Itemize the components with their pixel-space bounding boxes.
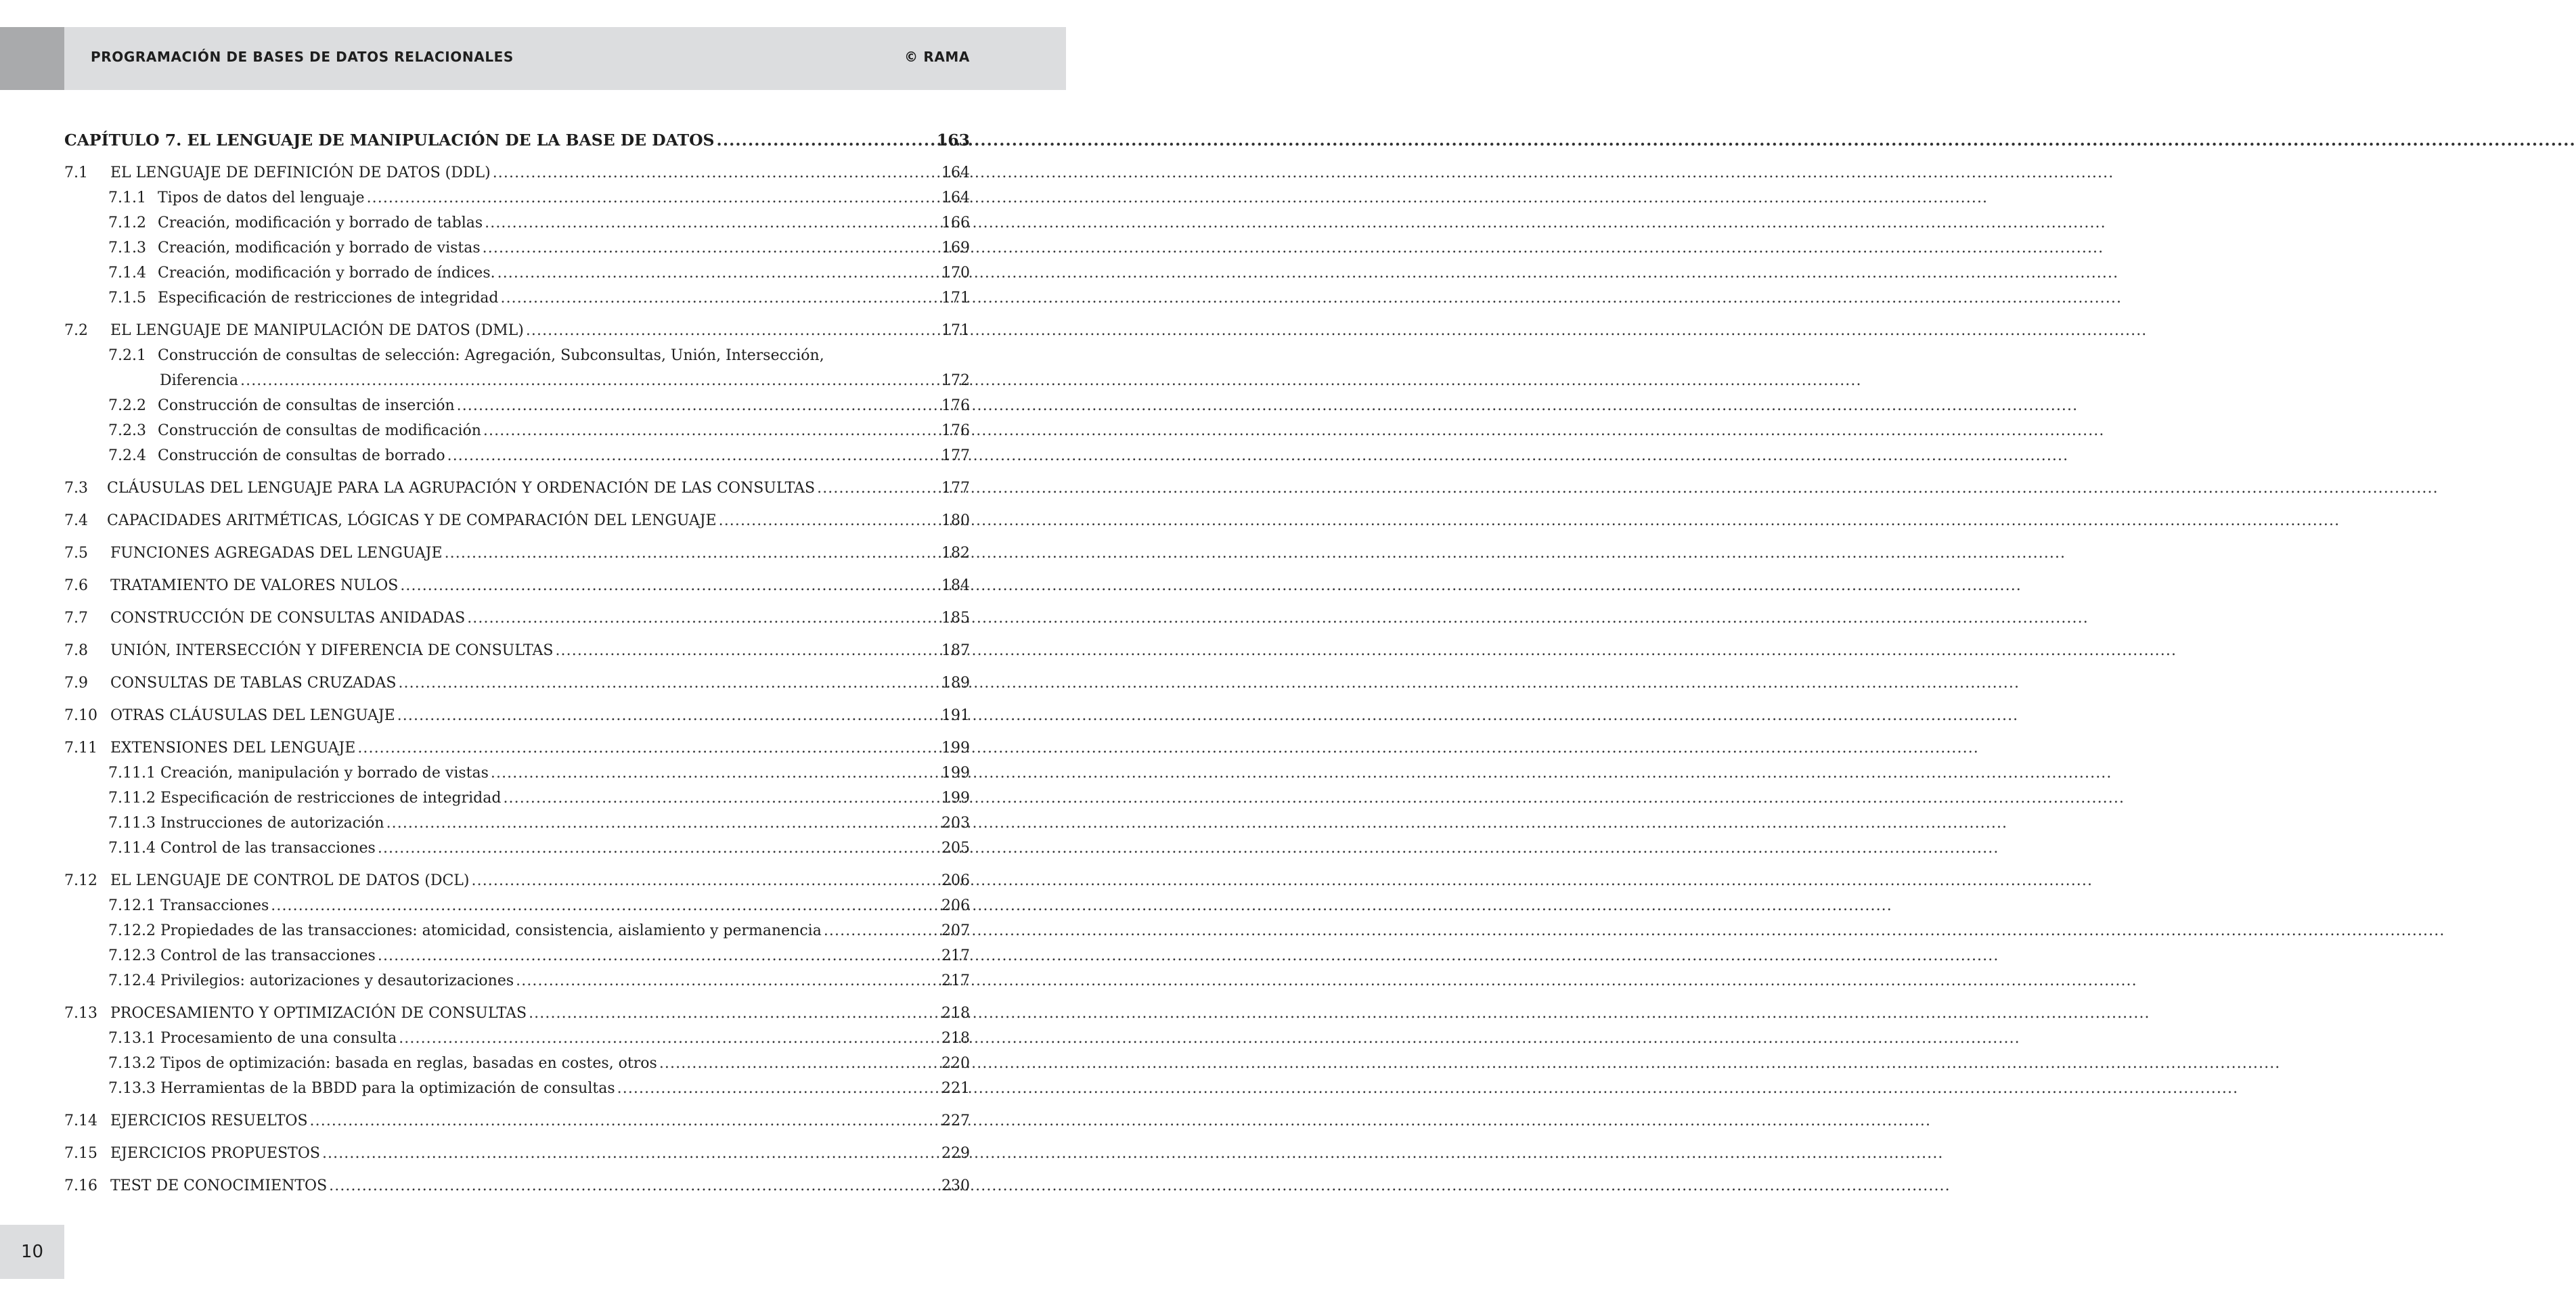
- dot-leader: [526, 318, 939, 343]
- toc-entry-label: EJERCICIOS RESUELTOS: [110, 1112, 308, 1129]
- toc-entry[interactable]: [64, 606, 970, 631]
- toc-entry-number: 7.15: [64, 1145, 97, 1162]
- toc-entry-number: 7.2.1: [108, 347, 146, 364]
- header-tab: [0, 27, 64, 90]
- toc-entry[interactable]: [64, 671, 970, 696]
- toc-entry-page: 176: [941, 397, 970, 414]
- toc-entry-label: Procesamiento de una consulta: [160, 1030, 397, 1047]
- toc-entry-label-continuation: Diferencia: [160, 372, 239, 389]
- dot-leader: [467, 606, 939, 631]
- toc-entry-page: 218: [941, 1030, 970, 1047]
- toc-entry-page: 217: [941, 947, 970, 964]
- dot-leader: [445, 541, 939, 566]
- toc-entry-page: 189: [941, 675, 970, 692]
- toc-entry-number: 7.1.2: [108, 215, 146, 231]
- toc-subentry[interactable]: [64, 761, 970, 786]
- toc-entry-page: 206: [941, 872, 970, 889]
- toc-entry-label: Creación, modificación y borrado de tablas: [158, 215, 483, 231]
- toc-subentry[interactable]: [64, 1026, 970, 1051]
- dot-leader: [386, 811, 939, 836]
- dot-leader: [717, 127, 935, 153]
- toc-entry-label: Construcción de consultas de selección: Agregación, Subconsultas, Unión, Intersección,: [158, 347, 824, 364]
- toc-entry-number: 7.16: [64, 1177, 97, 1194]
- dot-leader: [398, 671, 939, 696]
- toc-entry-label: Propiedades de las transacciones: atomicidad, consistencia, aislamiento y permanencia: [160, 922, 822, 939]
- toc-entry-label: Creación, modificación y borrado de índices.: [158, 265, 495, 282]
- toc-chapter-page: 163: [936, 131, 970, 150]
- toc-entry-label: UNIÓN, INTERSECCIÓN Y DIFERENCIA DE CONSULTAS: [110, 642, 554, 659]
- dot-leader: [400, 573, 939, 598]
- toc-entry-label: Especificación de restricciones de integridad: [160, 790, 502, 807]
- toc-entry-page: 170: [941, 265, 970, 282]
- toc-entry-number: 7.4: [64, 512, 88, 529]
- dot-leader: [378, 943, 939, 968]
- toc-entry-number: 7.13.3: [108, 1080, 156, 1097]
- toc-subentry[interactable]: [64, 943, 970, 968]
- dot-leader: [824, 918, 939, 943]
- toc-subentry[interactable]: [64, 918, 970, 943]
- toc-subentry[interactable]: [64, 1076, 970, 1101]
- toc-subentry[interactable]: [64, 1051, 970, 1076]
- toc-entry[interactable]: [64, 318, 970, 343]
- toc-entry[interactable]: [64, 638, 970, 663]
- toc-entry-number: 7.1.4: [108, 265, 146, 282]
- toc-entry-page: 164: [941, 189, 970, 206]
- toc-entry-number: 7.13.2: [108, 1055, 156, 1072]
- toc-entry-number: 7.13.1: [108, 1030, 156, 1047]
- toc-entry-page: 203: [941, 815, 970, 832]
- toc-subentry[interactable]: [64, 185, 970, 210]
- toc-entry-label: EL LENGUAJE DE MANIPULACIÓN DE DATOS (DML): [110, 322, 524, 339]
- toc-entry-number: 7.2.2: [108, 397, 146, 414]
- dot-leader: [397, 703, 939, 728]
- toc-entry-number: 7.6: [64, 577, 88, 594]
- toc-entry-label: PROCESAMIENTO Y OPTIMIZACIÓN DE CONSULTAS: [110, 1005, 527, 1022]
- toc-entry-number: 7.7: [64, 610, 88, 627]
- dot-leader: [457, 393, 939, 418]
- toc-entry[interactable]: [64, 508, 970, 533]
- toc-entry-number: 7.13: [64, 1005, 97, 1022]
- toc-entry-page: 164: [941, 164, 970, 181]
- toc-entry-page: 185: [941, 610, 970, 627]
- toc-entry-label: Instrucciones de autorización: [160, 815, 384, 832]
- dot-leader: [555, 638, 939, 663]
- dot-leader: [483, 418, 939, 443]
- toc-entry-number: 7.1.3: [108, 240, 146, 256]
- toc-subentry-first-line[interactable]: [64, 343, 970, 368]
- toc-subentry[interactable]: [64, 443, 970, 468]
- toc-entry-number: 7.12.4: [108, 972, 156, 989]
- toc-entry[interactable]: [64, 160, 970, 185]
- toc-entry-page: 177: [941, 447, 970, 464]
- toc-entry-number: 7.11: [64, 740, 97, 757]
- dot-leader: [503, 786, 939, 811]
- toc-entry-page: 180: [941, 512, 970, 529]
- toc-entry[interactable]: [64, 736, 970, 761]
- dot-leader: [472, 868, 939, 893]
- toc-entry-number: 7.12.2: [108, 922, 156, 939]
- toc-entry[interactable]: [64, 868, 970, 893]
- dot-leader: [817, 476, 939, 501]
- toc-subentry[interactable]: [64, 210, 970, 235]
- toc-entry-label: EL LENGUAJE DE DEFINICIÓN DE DATOS (DDL): [110, 164, 491, 181]
- toc-entry[interactable]: [64, 1001, 970, 1026]
- toc-entry-label: Construcción de consultas de borrado: [158, 447, 445, 464]
- dot-leader: [367, 185, 939, 210]
- toc-entry-page: 169: [941, 240, 970, 256]
- toc-entry-page: 191: [941, 707, 970, 724]
- toc-entry-number: 7.3: [64, 480, 88, 497]
- toc-entry-label: Creación, manipulación y borrado de vistas: [160, 765, 489, 782]
- toc-entry[interactable]: [64, 476, 970, 501]
- dot-leader: [310, 1108, 939, 1133]
- toc-entry-page: 217: [941, 972, 970, 989]
- toc-entry-page: 207: [941, 922, 970, 939]
- toc-entry-label: Control de las transacciones: [160, 840, 376, 857]
- toc-entry-label: Creación, modificación y borrado de vistas: [158, 240, 481, 256]
- toc-subentry[interactable]: [64, 393, 970, 418]
- toc-entry-number: 7.2.4: [108, 447, 146, 464]
- toc-entry-label: CONSULTAS DE TABLAS CRUZADAS: [110, 675, 397, 692]
- toc-entry-label: OTRAS CLÁUSULAS DEL LENGUAJE: [110, 707, 395, 724]
- toc-entry-page: 199: [941, 790, 970, 807]
- toc-entry-label: EJERCICIOS PROPUESTOS: [110, 1145, 320, 1162]
- toc-entry-page: 230: [941, 1177, 970, 1194]
- toc-entry-page: 220: [941, 1055, 970, 1072]
- dot-leader: [378, 836, 939, 861]
- toc-entry-label: TEST DE CONOCIMIENTOS: [110, 1177, 328, 1194]
- toc-subentry[interactable]: [64, 286, 970, 311]
- toc-entry-number: 7.11.2: [108, 790, 156, 807]
- toc-entry-page: 229: [941, 1145, 970, 1162]
- dot-leader: [719, 508, 939, 533]
- toc-entry-number: 7.8: [64, 642, 88, 659]
- toc-subentry[interactable]: [64, 261, 970, 286]
- toc-entry-page: 184: [941, 577, 970, 594]
- toc-subentry[interactable]: [64, 418, 970, 443]
- toc-entry[interactable]: [64, 703, 970, 728]
- toc-entry-page: 176: [941, 422, 970, 439]
- toc-entry[interactable]: [64, 573, 970, 598]
- toc-entry-page: 171: [941, 290, 970, 307]
- toc-entry-page: 199: [941, 765, 970, 782]
- toc-entry-label: EXTENSIONES DEL LENGUAJE: [110, 740, 356, 757]
- dot-leader: [447, 443, 939, 468]
- toc-subentry[interactable]: [64, 235, 970, 261]
- dot-leader: [485, 210, 939, 235]
- toc-entry-label: Control de las transacciones: [160, 947, 376, 964]
- dot-leader: [493, 160, 939, 185]
- dot-leader: [322, 1141, 939, 1166]
- toc-entry-number: 7.5: [64, 545, 88, 562]
- toc-entry-label: Tipos de datos del lenguaje: [158, 189, 365, 206]
- toc-entry-page: 199: [941, 740, 970, 757]
- toc-entry-page: 227: [941, 1112, 970, 1129]
- toc-entry-page: 205: [941, 840, 970, 857]
- toc-entry-page: 182: [941, 545, 970, 562]
- table-of-contents: [64, 127, 970, 1198]
- toc-entry-number: 7.1.1: [108, 189, 146, 206]
- toc-entry-label: Privilegios: autorizaciones y desautorizaciones: [160, 972, 514, 989]
- toc-entry-number: 7.10: [64, 707, 97, 724]
- toc-entry[interactable]: [64, 1141, 970, 1166]
- toc-subentry[interactable]: [64, 968, 970, 993]
- toc-subentry[interactable]: [64, 893, 970, 918]
- toc-entry-label: TRATAMIENTO DE VALORES NULOS: [110, 577, 399, 594]
- toc-entry-label: Construcción de consultas de inserción: [158, 397, 455, 414]
- dot-leader: [491, 761, 939, 786]
- toc-entry-page: 187: [941, 642, 970, 659]
- dot-leader: [357, 736, 939, 761]
- toc-entry[interactable]: [64, 541, 970, 566]
- toc-entry[interactable]: [64, 1108, 970, 1133]
- toc-entry-label: CLÁUSULAS DEL LENGUAJE PARA LA AGRUPACIÓN Y ORDENACIÓN DE LAS CONSULTAS: [107, 480, 816, 497]
- toc-chapter-entry[interactable]: [64, 127, 970, 153]
- toc-entry-page: 166: [941, 215, 970, 231]
- toc-entry-label: CAPACIDADES ARITMÉTICAS, LÓGICAS Y DE COMPARACIÓN DEL LENGUAJE: [107, 512, 717, 529]
- toc-subentry[interactable]: [64, 836, 970, 861]
- toc-entry-label: Transacciones: [160, 897, 269, 914]
- dot-leader: [483, 235, 939, 261]
- dot-leader: [529, 1001, 939, 1026]
- toc-entry-number: 7.2: [64, 322, 88, 339]
- toc-entry-label: Herramientas de la BBDD para la optimización de consultas: [160, 1080, 615, 1097]
- toc-subentry[interactable]: [64, 786, 970, 811]
- toc-chapter-label: CAPÍTULO 7. EL LENGUAJE DE MANIPULACIÓN DE LA BASE DE DATOS: [64, 131, 715, 150]
- dot-leader: [659, 1051, 939, 1076]
- toc-entry-number: 7.9: [64, 675, 88, 692]
- toc-entry-number: 7.12: [64, 872, 97, 889]
- toc-entry-number: 7.12.1: [108, 897, 156, 914]
- toc-entry-number: 7.1: [64, 164, 88, 181]
- toc-entry-label: CONSTRUCCIÓN DE CONSULTAS ANIDADAS: [110, 610, 466, 627]
- toc-entry-number: 7.2.3: [108, 422, 146, 439]
- toc-entry-number: 7.12.3: [108, 947, 156, 964]
- toc-entry-page: 206: [941, 897, 970, 914]
- toc-entry-page: 218: [941, 1005, 970, 1022]
- toc-entry-label: Especificación de restricciones de integridad: [158, 290, 499, 307]
- toc-entry-label: Tipos de optimización: basada en reglas, basadas en costes, otros: [160, 1055, 657, 1072]
- toc-entry-label: EL LENGUAJE DE CONTROL DE DATOS (DCL): [110, 872, 470, 889]
- toc-entry-page: 177: [941, 480, 970, 497]
- toc-entry-number: 7.11.1: [108, 765, 156, 782]
- dot-leader: [617, 1076, 939, 1101]
- dot-leader: [240, 368, 939, 393]
- toc-entry-page: 221: [941, 1080, 970, 1097]
- running-header-title: PROGRAMACIÓN DE BASES DE DATOS RELACIONALES: [91, 49, 514, 65]
- toc-subentry[interactable]: [64, 811, 970, 836]
- toc-entry-page: 171: [941, 322, 970, 339]
- running-header-publisher: © RAMA: [904, 49, 970, 65]
- toc-entry-number: 7.1.5: [108, 290, 146, 307]
- dot-leader: [271, 893, 939, 918]
- dot-leader: [516, 968, 939, 993]
- dot-leader: [329, 1173, 939, 1198]
- toc-entry[interactable]: [64, 1173, 970, 1198]
- toc-entry-number: 7.11.4: [108, 840, 156, 857]
- toc-entry-number: 7.14: [64, 1112, 97, 1129]
- page-number: 10: [20, 1242, 44, 1262]
- toc-entry-page: 172: [941, 372, 970, 389]
- toc-entry-label: Construcción de consultas de modificación: [158, 422, 481, 439]
- dot-leader: [399, 1026, 939, 1051]
- dot-leader: [497, 261, 939, 286]
- toc-subentry-continuation[interactable]: [64, 368, 970, 393]
- toc-entry-number: 7.11.3: [108, 815, 156, 832]
- toc-entry-label: FUNCIONES AGREGADAS DEL LENGUAJE: [110, 545, 443, 562]
- dot-leader: [500, 286, 939, 311]
